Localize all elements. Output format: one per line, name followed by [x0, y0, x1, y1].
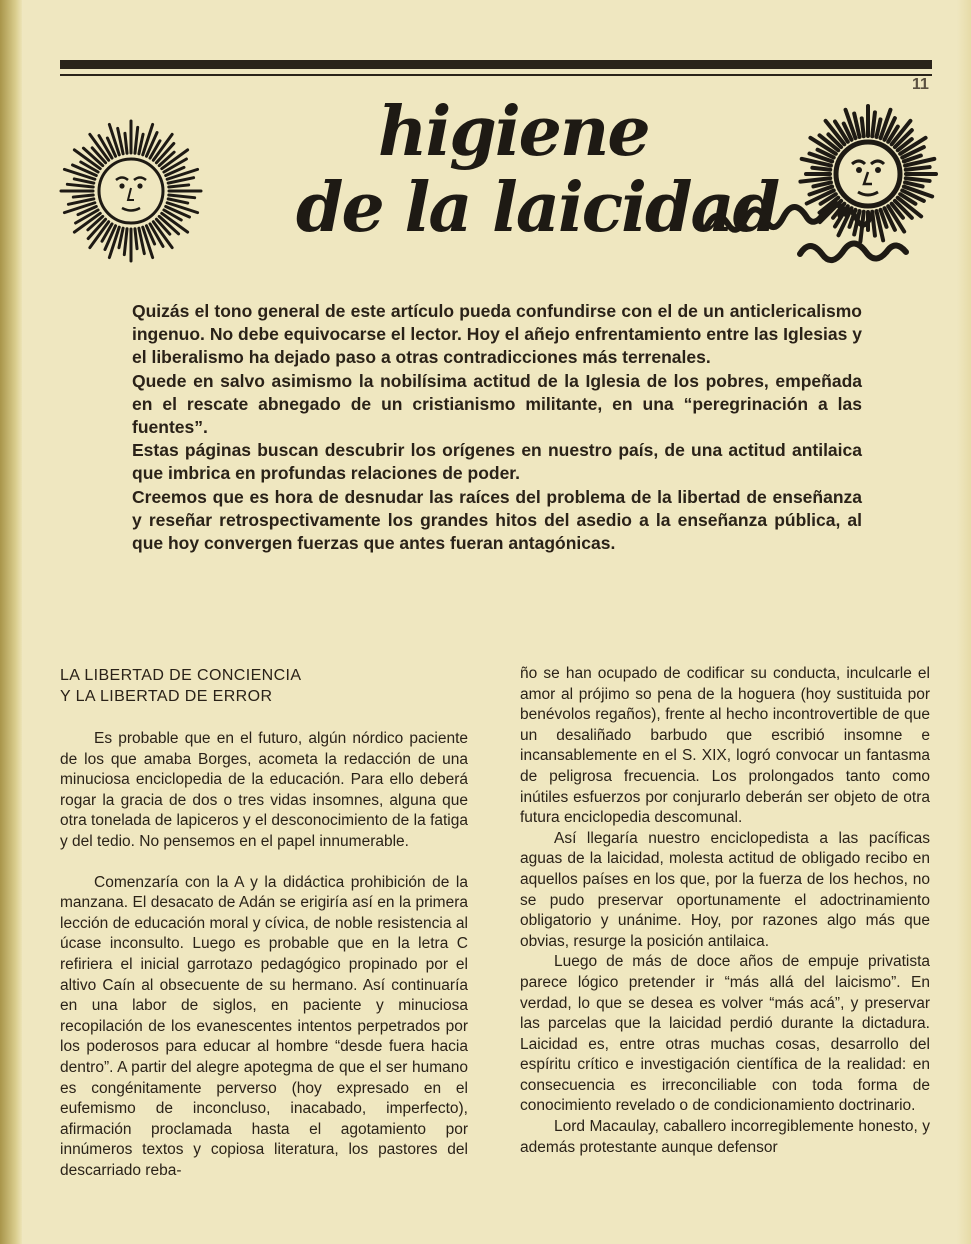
- sun-ray: [862, 118, 864, 136]
- sun-ray: [168, 199, 188, 203]
- sun-ray: [872, 112, 875, 136]
- sun-ray: [135, 127, 138, 153]
- intro-text: [132, 300, 862, 555]
- title-line-1: higiene: [378, 92, 649, 172]
- intro-paragraph: Creemos que es hora de desnudar las raíces del problema de la libertad de enseñanza y reseñar retrospectivamente los grandes hitos del asedio a la enseñanza pública, al que hoy convergen fuerzas que antes fueran antagónicas.: [132, 486, 862, 554]
- right-column: [520, 664, 930, 1158]
- sun-ray: [125, 133, 127, 153]
- sun-ray: [906, 167, 930, 170]
- sun-ray: [169, 195, 195, 198]
- page-number: 11: [912, 76, 929, 93]
- section-heading-line-2: Y LA LIBERTAD DE ERROR: [60, 687, 273, 705]
- intro-paragraph: Estas páginas buscan descubrir los orígenes en nuestro país, de una actitud antilaica que imbrica en profundas relaciones de poder.: [132, 440, 862, 484]
- page-edge: [957, 0, 971, 1244]
- sun-ray: [119, 228, 123, 248]
- section-heading-line-1: LA LIBERTAD DE CONCIENCIA: [60, 667, 302, 684]
- sun-ray: [800, 178, 830, 181]
- body-paragraph: ño se han ocupado de codificar su conducta, inculcarle el amor al prójimo so pena de la hoguera (hoy sustituida por benévolos regaños), frente al hecho incontrovertible de que un desaliñado barbudo que escribió insomne e incansablemente en el S. XIX, logró convocar un fantasma de peligrosa frecuencia. Los prolongados tanto como inútiles esfuerzos por conjurarlo deberán ser objeto de otra futura enciclopedia descomunal.: [520, 665, 930, 827]
- section-heading: [60, 666, 468, 707]
- header-rule-thick: [60, 60, 932, 69]
- sun-ray: [135, 229, 137, 249]
- sun-ray: [124, 229, 127, 255]
- sun-ray: [906, 178, 930, 181]
- body-paragraph: Así llegaría nuestro enciclopedista a las pacíficas aguas de la laicidad, molesta actitud de obligado recibo en aquellos países en los que, por la fuerza de los hechos, no se pudo preservar oportunamente el adoctrinamiento obligatorio y unánime. Hoy, por razones algo más que obvias, resurge la posición antilaica.: [520, 829, 930, 950]
- intro-paragraph: Quizás el tono general de este artículo pueda confundirse con el de un anticlericalismo ingenuo. No debe equivocarse el lector. Hoy el añejo enfrentamiento entre las Iglesias y el liberalismo ha dejado paso a otras contradicciones más terrenales.: [132, 301, 862, 368]
- title-line-2: de la laicidad: [296, 168, 779, 248]
- sun-ray: [169, 185, 189, 187]
- sun-ray: [73, 195, 93, 197]
- sun-ray: [74, 179, 94, 183]
- header-rule-thin: [60, 74, 932, 76]
- sun-ray: [139, 134, 143, 154]
- left-column: [60, 666, 468, 1181]
- body-paragraph: Luego de más de doce años de empuje privatista parece lógico pretender ir “más allá del laicismo”. En verdad, lo que se desea es volver “más acá”, y preservar las parcelas que la laicidad perdió durante la dictadura. Laicidad es, entre otras muchas cosas, desarrollo del espíritu crítico e investigación científica de la realidad: en consecuencia es irreconciliable con toda forma de conocimiento revelado o de condicionamiento doctrinario.: [520, 953, 930, 1115]
- binding-spine: [0, 0, 22, 1244]
- scribble-decoration: [700, 188, 920, 278]
- sun-face-left-icon: [58, 118, 204, 264]
- sun-ray: [67, 184, 93, 187]
- intro-paragraph: Quede en salvo asimismo la nobilísima actitud de la Iglesia de los pobres, empeñada en el rescate abnegado de un cristianismo militante, en una “peregrinación a las fuentes”.: [132, 370, 862, 438]
- body-paragraph: Lord Macaulay, caballero incorregiblemente honesto, y además protestante aunque defensor: [520, 1118, 930, 1156]
- sun-ray: [812, 168, 830, 170]
- body-paragraph: Comenzaría con la A y la didáctica prohibición de la manzana. El desacato de Adán se erigiría así en la primera lección de educación moral y cívica, de noble resistencia al úcase inconsulto. Luego es probable que en la letra C refiriera el inicial garrotazo pedagógico propinado por el altivo Caín al obsecuente de su hermano. Así continuaría en una labor de siglos, en paciente y minuciosa recopilación de los evanescentes intentos perpetrados por los poderosos para educar al hombre “desde fuera hacia dentro”. A partir del alegre apotegma de que el ser humano es congénitamente perverso (hoy expresado en el eufemismo de inconcluso, inacabado, imperfecto), afirmación proclamada hasta el agotamiento por innúmeros textos y copiosa literatura, los pastores del descarriado reba-: [60, 873, 468, 1179]
- body-paragraph: Es probable que en el futuro, algún nórdico paciente de los que amaba Borges, acometa la redacción de una minuciosa enciclopedia de la educación. Para ello deberá rogar la gracia de dos o tres vidas insomnes, alguna que otra tonelada de lapiceros y el desconocimiento de la fatiga y del tedio. No pensemos en el papel innumerable.: [60, 730, 468, 850]
